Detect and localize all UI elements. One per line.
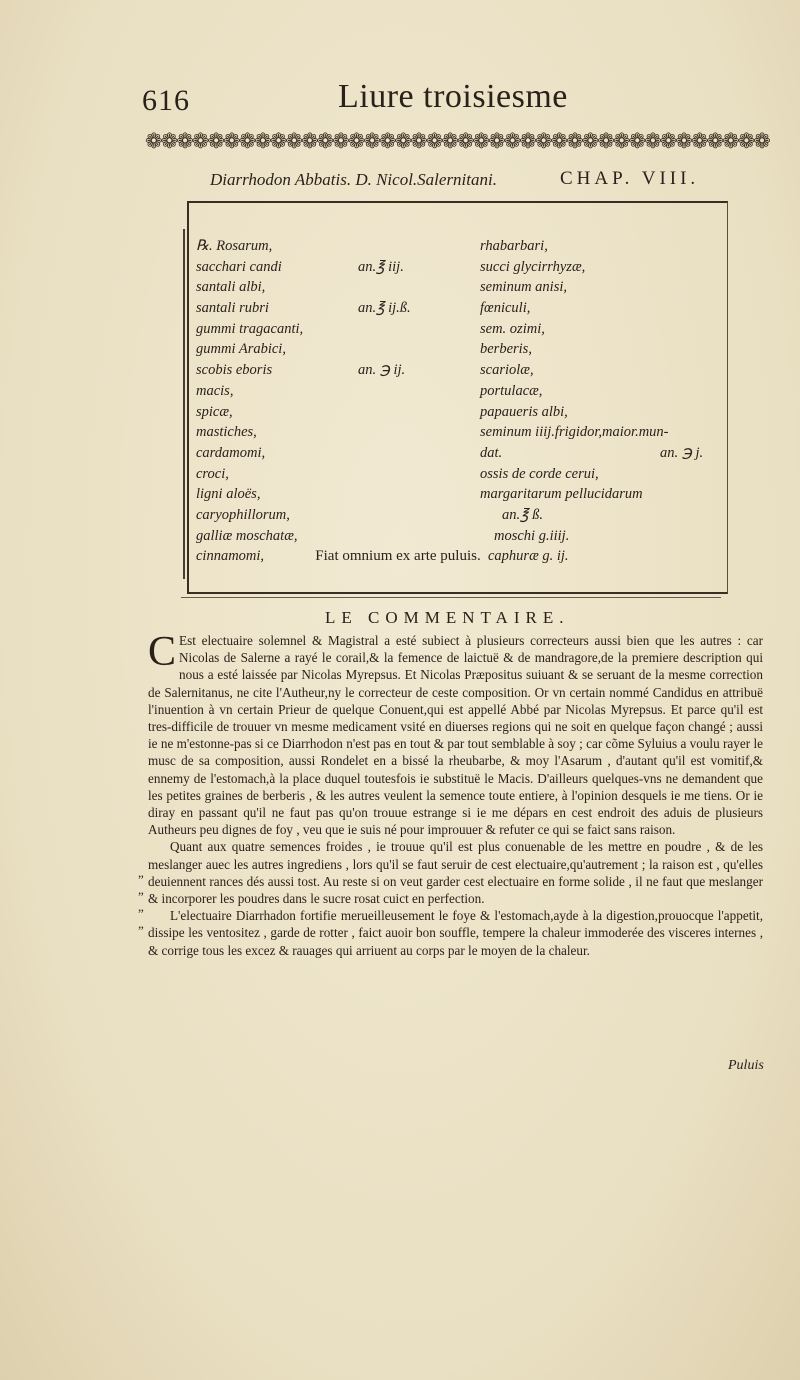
commentary-body [148,629,763,959]
commentary-heading: LE COMMENTAIRE. [325,608,570,627]
ingredient: rhabarbari, [480,238,548,254]
dose: an. ℈ ij. [358,362,406,379]
ingredient-row [480,257,720,278]
ingredient-row [196,443,456,464]
ingredient-row [480,298,720,319]
ingredient: mastiches, [196,424,257,441]
drop-cap: C [148,629,177,675]
catchword: Puluis [728,1058,764,1073]
ingredient: sacchari candi [196,258,282,275]
ingredient: fœniculi, [480,300,531,317]
ingredient-row [480,526,720,547]
ingredient: macis, [196,382,234,399]
ingredient-row [196,360,456,381]
page-number: 616 [142,84,190,117]
running-head: Liure troisiesme [338,78,568,115]
ingredient: seminum anisi, [480,279,567,296]
quote-mark: ” [138,906,144,921]
ingredient: spicæ, [196,403,233,420]
ingredient-row [196,484,456,505]
ingredient-row [196,402,456,423]
dose: an. ℈ j. [660,444,704,461]
quote-mark: ” [138,872,144,887]
recipe-closing-text: Fiat omnium ex arte puluis. [315,548,481,564]
chapter-label: CHAP. VIII. [560,168,700,189]
ingredient-row [196,277,456,298]
ornament-band: ❁❁❁❁❁❁❁❁❁❁❁❁❁❁❁❁❁❁❁❁❁❁❁❁❁❁❁❁❁❁❁❁❁❁❁❁❁❁❁❁ [145,129,769,153]
ingredient-row [480,339,720,360]
ingredient: gummi Arabici, [196,341,286,358]
paragraph-text: L'electuaire Diarrhadon fortifie merueilleusement le foye & l'estomach,ayde à la digestion,prouocque l'appetit, dissipe les ventositez , garde de rotter , faict auoir bon souffle, tempere la chaleur immoderée des visceres internes , & corrige tous les excez & rauages qui arriuent au corps par le moyen de la chaleur. [148,908,763,958]
ingredient: santali rubri [196,300,269,317]
recipe-closing [0,548,800,565]
ingredient-row [480,381,720,402]
recipe-title: Diarrhodon Abbatis. D. Nicol.Salernitani. [210,170,497,189]
ingredient: margaritarum pellucidarum [480,486,643,503]
ingredient: scariolæ, [480,362,534,379]
paragraph-text: Est electuaire solemnel & Magistral a esté subiect à plusieurs correcteurs aussi bien que les autres : car Nicolas de Salerne a rayé le corail,& la femence de laictuë & de mandragore,de la premiere description qui nous a esté laissée par Nicolas Myrepsus. Et Nicolas Præpositus suiuant & se seruant de la mesme correction de Salernitanus, ne cite l'Autheur,ny le correcteur de ceste composition. Or vn certain nommé Candidus en attribuë l'inuention à vn certain Prieur de quelque Conuent,qui est appellé Abbé par Nicolas Myrepsus. Et parce qu'il est tres-difficile de trouuer vn mesme medicament vsité en diuerses regions qui ne soit en quelque façon changé ; aussi ie ne m'estonne-pas si ce Diarrhodon n'est pas en tout & par tout semblable à soy ; car cõme Syluius a voulu rayer le musc de sa composition, aussi Rondelet en a bissé la rheubarbe, & moy l'Asarum , d'autant qu'il est vomitif,& ennemy de l'estomach,à la place duquel toutesfois ie substituë le Macis. D'ailleurs quelques-vns ne demandent que les petites graines de berberis , & les autres veulent la semence toute entiere, à l'opinion desquels ie me tiens. Or ie diray en passant qu'il ne faut pas qu'on trouue estrange si ie me dépars en cest endroit des aduis de plusieurs Autheurs peu dignes de foy , veu que ie suis né pour improuuer & refuter ce qui se faict sans raison. [148,633,763,838]
quote-mark: ” [138,889,144,904]
dose: an.℥ ij.ß. [358,300,411,317]
ingredient-row [196,526,456,547]
ingredient: santali albi, [196,279,266,296]
ingredient: sem. ozimi, [480,320,545,337]
ingredient: gummi tragacanti, [196,320,304,337]
ingredient-row [480,464,720,485]
commentary-paragraph-2 [148,838,763,907]
ingredient-row [480,484,720,505]
ingredient-row [480,422,720,443]
ingredient: berberis, [480,341,532,358]
ingredient-row [196,422,456,443]
paragraph-text: Quant aux quatre semences froides , ie trouue qu'il est plus conuenable de les mettre en poudre , & de les meslanger auec les autres ingrediens , lors qu'il se faut seruir de cest electuaire,qu'autrement ; la raison est , qu'elles deuiennent rances dés aussi tost. Au reste si on veut garder cest electuaire en forme solide , il ne faut que meslanger & incorporer les poudres dans le sucre rosat cuict en perfection. [148,839,763,907]
ingredient-row [196,381,456,402]
commentary-paragraph-3 [148,907,763,959]
ingredient-row [196,236,456,257]
ingredient: succi glycirrhyzæ, [480,258,586,275]
ingredient: caryophillorum, [196,506,290,523]
dose: an.℥ iij. [358,258,404,275]
ingredient-row [196,505,456,526]
ingredient: ossis de corde cerui, [480,465,599,482]
ingredient-row [480,402,720,423]
ingredient: dat. [480,444,503,461]
ingredient: moschi g.iiij. [494,527,570,544]
ingredient-row [480,505,720,526]
ingredient: portulacæ, [480,382,543,399]
ingredient-row [196,464,456,485]
quote-mark: ” [138,923,144,938]
ingredient: ℞. Rosarum, [196,238,273,254]
ingredient: galliæ moschatæ, [196,527,298,544]
ingredient-row [480,277,720,298]
ingredient-row [196,298,456,319]
ingredient-row [480,236,720,257]
ingredient: cardamomi, [196,444,266,461]
ingredient-row [196,257,456,278]
ingredient: an.℥ ß. [502,506,544,523]
ingredient-row [480,319,720,340]
ingredient: caphuræ g. ij. [488,548,569,565]
ingredient-row [196,319,456,340]
ingredient: ligni aloës, [196,486,261,503]
ingredient-row [480,360,720,381]
ingredient-row [480,443,720,464]
ingredient: papaueris albi, [480,403,568,420]
commentary-paragraph-1 [148,629,763,838]
ingredient: seminum iiij.frigidor,maior.mun- [480,424,669,441]
ingredient-row [196,339,456,360]
recipe-right-column [480,236,720,567]
ingredient: scobis eboris [196,362,273,379]
recipe-left-column [196,236,456,567]
ingredient: croci, [196,465,229,482]
ingredient: cinnamomi, [196,548,265,565]
